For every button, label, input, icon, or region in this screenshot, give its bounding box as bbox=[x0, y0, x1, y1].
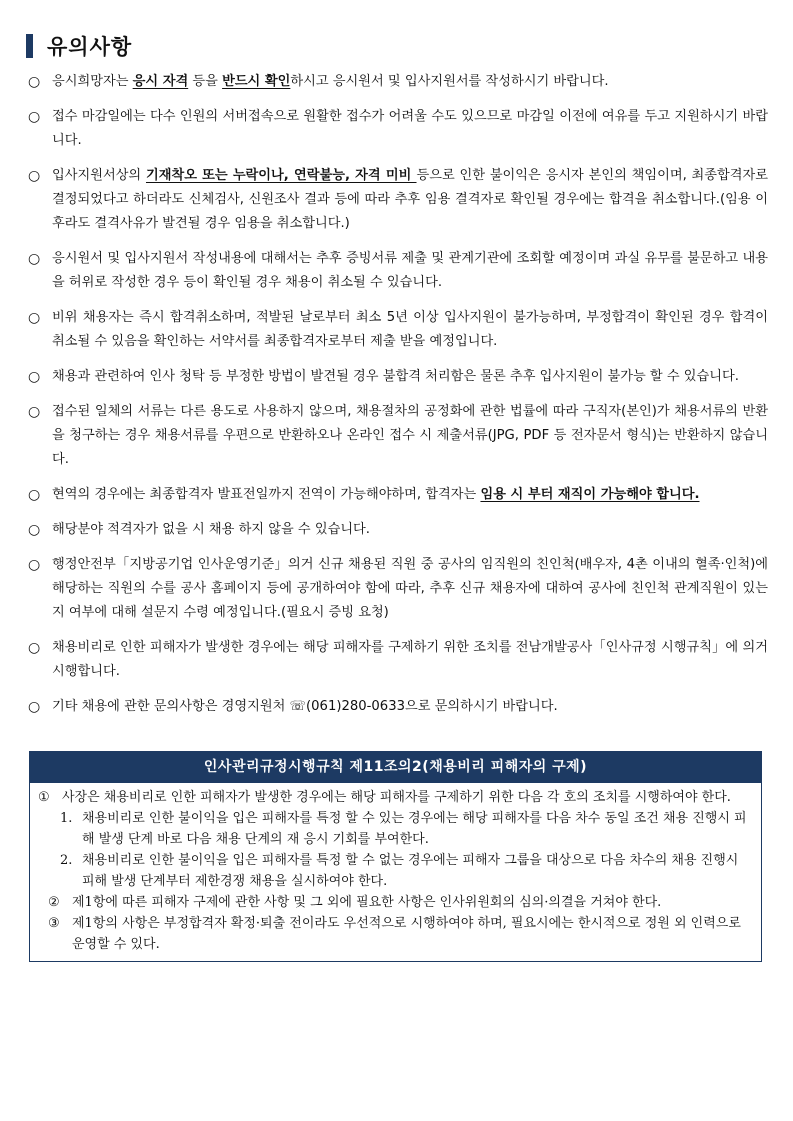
phone-number: ☏(061)280-0633 bbox=[289, 699, 405, 714]
notice-text: 입사지원서상의 bbox=[52, 168, 146, 183]
notice-item-11 bbox=[28, 636, 768, 684]
notice-text: 채용비리로 인한 피해자가 발생한 경우에는 해당 피해자를 구제하기 위한 조치를 전남개발공사「인사규정 시행규칙」에 의거 시행합니다. bbox=[52, 640, 768, 679]
sub-item-text: 채용비리로 인한 불이익을 입은 피해자를 특정 할 수 있는 경우에는 해당 피해자를 다음 차수 동일 조건 채용 진행시 피해 발생 단계 바로 다음 채용 단계의 재 응시 기회를 부여한다. bbox=[82, 811, 747, 847]
notice-text: 해당분야 적격자가 없을 시 채용 하지 않을 수 있습니다. bbox=[52, 522, 370, 537]
regulation-box bbox=[29, 751, 762, 962]
circle-bullet-icon: ○ bbox=[28, 109, 41, 125]
notice-item-1 bbox=[28, 70, 768, 94]
clause-number: ③ bbox=[48, 916, 60, 931]
circle-bullet-icon: ○ bbox=[28, 251, 41, 267]
emphasis-text: 기재착오 또는 누락이나, 연락불능, 자격 미비 bbox=[145, 168, 417, 183]
notice-list bbox=[28, 70, 768, 730]
clause-text: 제1항에 따른 피해자 구제에 관한 사항 및 그 외에 필요한 사항은 인사위원회의 심의·의결을 거쳐야 한다. bbox=[72, 895, 662, 910]
circle-bullet-icon: ○ bbox=[28, 404, 41, 420]
notice-text: 채용과 관련하여 인사 청탁 등 부정한 방법이 발견될 경우 불합격 처리함은 물론 추후 입사지원이 불가능 할 수 있습니다. bbox=[52, 369, 739, 384]
notice-text: 비위 채용자는 즉시 합격취소하며, 적발된 날로부터 최소 5년 이상 입사지원이 불가능하며, 부정합격이 확인된 경우 합격이 취소될 수 있음을 확인하는 서약서를 최종합격자로부터 제출 받을 예정입니다. bbox=[52, 310, 768, 349]
notice-text: 등으로 인한 불이익은 응시자 본인의 책임이며, 최종합격자로 결정되었다고 하더라도 신체검사, 신원조사 결과 등에 따라 추후 임용 결격자로 확인될 경우에는 합격을 취소합니다.(임용 이후라도 결격사유가 발견될 경우 임용을 취소합니다.) bbox=[52, 168, 768, 231]
circle-bullet-icon: ○ bbox=[28, 168, 41, 184]
notice-item-9 bbox=[28, 518, 768, 542]
notice-item-6 bbox=[28, 365, 768, 389]
notice-text: 접수된 일체의 서류는 다른 용도로 사용하지 않으며, 채용절차의 공정화에 관한 법률에 따라 구직자(본인)가 채용서류의 반환을 청구하는 경우 채용서류를 우편으로 반환하오나 온라인 접수 시 제출서류(JPG, PDF 등 전자문서 형식)는 반환하지 않습니다. bbox=[52, 404, 768, 467]
notice-item-4 bbox=[28, 247, 768, 295]
notice-text: 행정안전부「지방공기업 인사운영기준」의거 신규 채용된 직원 중 공사의 임직원의 친인척(배우자, 4촌 이내의 혈족·인척)에 해당하는 직원의 수를 공사 홈페이지 등에 공개하여야 함에 따라, 추후 신규 채용자에 대하여 공사에 친인척 관계직원이 있는지 여부에 대해 설문지 수령 예정입니다.(필요시 증빙 요청) bbox=[52, 557, 768, 620]
regulation-body bbox=[30, 783, 761, 961]
notice-item-3 bbox=[28, 164, 768, 236]
sub-item-1 bbox=[38, 808, 747, 850]
emphasis-text: 임용 시 부터 재직이 가능해야 합니다. bbox=[480, 487, 700, 502]
notice-text: 기타 채용에 관한 문의사항은 경영지원처 bbox=[52, 699, 290, 714]
section-heading bbox=[26, 34, 132, 58]
circle-bullet-icon: ○ bbox=[28, 369, 41, 385]
emphasis-text: 반드시 확인 bbox=[222, 74, 291, 89]
circle-bullet-icon: ○ bbox=[28, 699, 41, 715]
notice-text: 현역의 경우에는 최종합격자 발표전일까지 전역이 가능해야하며, 합격자는 bbox=[52, 487, 481, 502]
section-title: 유의사항 bbox=[47, 35, 133, 59]
circle-bullet-icon: ○ bbox=[28, 557, 41, 573]
notice-item-7 bbox=[28, 400, 768, 472]
clause-2 bbox=[38, 892, 747, 913]
clause-text: 사장은 채용비리로 인한 피해자가 발생한 경우에는 해당 피해자를 구제하기 위한 다음 각 호의 조치를 시행하여야 한다. bbox=[62, 790, 731, 805]
circle-bullet-icon: ○ bbox=[28, 310, 41, 326]
clause-3 bbox=[38, 913, 747, 955]
notice-text: 하시고 응시원서 및 입사지원서를 작성하시기 바랍니다. bbox=[290, 74, 609, 89]
heading-bar-icon bbox=[26, 34, 33, 58]
notice-item-12 bbox=[28, 695, 768, 719]
notice-text: 접수 마감일에는 다수 인원의 서버접속으로 원활한 접수가 어려울 수도 있으므로 마감일 이전에 여유를 두고 지원하시기 바랍니다. bbox=[52, 109, 768, 148]
circle-bullet-icon: ○ bbox=[28, 640, 41, 656]
emphasis-text: 응시 자격 bbox=[132, 74, 189, 89]
notice-text: 응시희망자는 bbox=[52, 74, 133, 89]
sub-item-text: 채용비리로 인한 불이익을 입은 피해자를 특정 할 수 없는 경우에는 피해자 그룹을 대상으로 다음 차수의 채용 진행시 피해 발생 단계부터 제한경쟁 채용을 실시하여야 한다. bbox=[82, 853, 739, 889]
clause-number: ② bbox=[48, 895, 60, 910]
notice-item-10 bbox=[28, 553, 768, 625]
notice-text: 으로 문의하시기 바랍니다. bbox=[404, 699, 558, 714]
clause-text: 제1항의 사항은 부정합격자 확정·퇴출 전이라도 우선적으로 시행하여야 하며, 필요시에는 한시적으로 정원 외 인력으로 운영할 수 있다. bbox=[72, 916, 741, 952]
clause-1 bbox=[38, 787, 747, 808]
notice-text: 응시원서 및 입사지원서 작성내용에 대해서는 추후 증빙서류 제출 및 관계기관에 조회할 예정이며 과실 유무를 불문하고 내용을 허위로 작성한 경우 등이 확인될 경우 채용이 취소될 수 있습니다. bbox=[52, 251, 768, 290]
notice-item-8 bbox=[28, 483, 768, 507]
sub-item-number: 2. bbox=[60, 853, 73, 868]
notice-item-2 bbox=[28, 105, 768, 153]
notice-item-5 bbox=[28, 306, 768, 354]
notice-text: 등을 bbox=[188, 74, 223, 89]
circle-bullet-icon: ○ bbox=[28, 522, 41, 538]
clause-number: ① bbox=[38, 790, 50, 805]
regulation-title: 인사관리규정시행규칙 제11조의2(채용비리 피해자의 구제) bbox=[30, 752, 761, 783]
circle-bullet-icon: ○ bbox=[28, 74, 41, 90]
sub-item-2 bbox=[38, 850, 747, 892]
sub-item-number: 1. bbox=[60, 811, 73, 826]
circle-bullet-icon: ○ bbox=[28, 487, 41, 503]
